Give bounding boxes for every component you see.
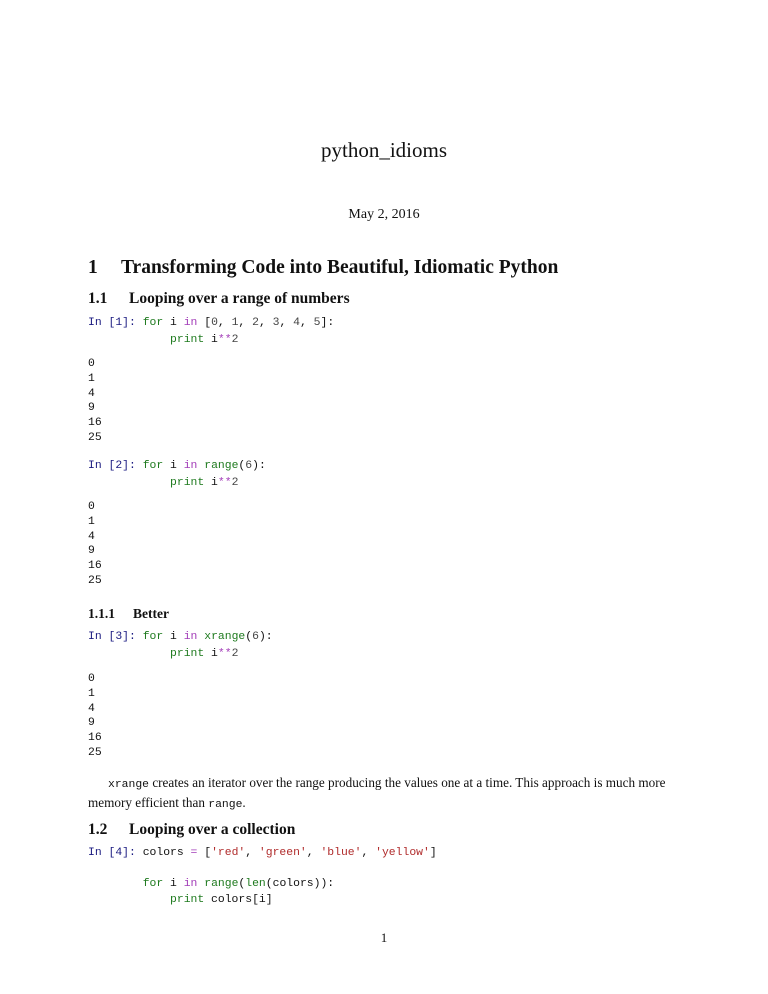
explanation-paragraph <box>88 774 688 814</box>
code-token: for <box>142 317 164 329</box>
code-token: , <box>245 847 259 859</box>
code-token <box>88 878 143 890</box>
code-token: i <box>204 333 218 346</box>
code-token: 2 <box>231 476 239 489</box>
inline-code: xrange <box>108 779 150 791</box>
code-token: ] <box>429 847 437 859</box>
code-line <box>88 877 437 893</box>
code-token: range <box>204 460 239 472</box>
code-line <box>88 646 273 663</box>
code-token <box>88 894 170 906</box>
code-line <box>88 862 437 878</box>
paragraph-text: creates an iterator over the range producing the values one at a time. This approach is much more memory efficient than <box>88 775 666 810</box>
document-title: python_idioms <box>320 138 447 162</box>
code-cell-1 <box>88 315 334 348</box>
code-token: [ <box>197 847 212 859</box>
output-cell-3 <box>88 672 102 761</box>
section-1-heading <box>88 257 558 279</box>
code-token: in <box>183 878 198 890</box>
output-line: 1 <box>88 515 95 528</box>
code-token: ( <box>238 460 246 472</box>
section-title: Transforming Code into Beautiful, Idiomatic Python <box>121 257 559 278</box>
code-token: i <box>163 317 184 329</box>
code-token: , <box>299 317 314 329</box>
code-token: ** <box>217 333 232 346</box>
page-number: 1 <box>380 930 388 945</box>
code-token: ]: <box>320 317 335 329</box>
code-line <box>88 315 334 332</box>
code-token: print <box>170 647 205 660</box>
code-token: 2 <box>231 333 239 346</box>
code-token: 'green' <box>258 847 307 859</box>
code-cell-3 <box>88 629 273 662</box>
output-line: 1 <box>88 372 95 385</box>
code-line <box>88 332 334 349</box>
output-line: 16 <box>88 417 102 430</box>
code-token: 4 <box>293 317 300 329</box>
code-token <box>88 863 95 875</box>
code-token: colors[i] <box>204 893 273 906</box>
code-token: , <box>306 847 321 859</box>
code-token: 'red' <box>211 847 246 859</box>
code-token: 1 <box>231 317 239 329</box>
output-line: 16 <box>88 560 102 573</box>
output-line: 4 <box>88 702 95 715</box>
section-number: 1 <box>88 257 98 278</box>
code-token: ): <box>258 631 273 643</box>
code-token: print <box>170 476 205 489</box>
code-token: for <box>142 878 164 890</box>
inline-code: range <box>208 799 243 811</box>
code-token: 6 <box>245 460 253 472</box>
code-token: , <box>238 317 253 329</box>
output-cell-2 <box>88 500 102 589</box>
code-token: for <box>142 460 164 472</box>
section-1-1-1-heading <box>88 606 169 622</box>
output-line: 25 <box>88 746 102 759</box>
code-token <box>88 477 170 489</box>
output-line: 25 <box>88 431 102 444</box>
section-1-2-heading <box>88 821 295 839</box>
code-line <box>88 629 273 646</box>
code-token: ( <box>245 631 253 643</box>
code-token: 'blue' <box>320 847 362 859</box>
output-line: 25 <box>88 574 102 587</box>
section-number: 1.1.1 <box>88 606 115 621</box>
code-token: in <box>183 631 198 643</box>
code-token: range <box>204 878 239 890</box>
output-line: 4 <box>88 530 95 543</box>
code-token: xrange <box>204 631 246 643</box>
code-token <box>88 334 170 346</box>
output-line: 0 <box>88 358 95 370</box>
output-line: 0 <box>88 501 95 513</box>
code-line <box>88 893 437 909</box>
code-token: len <box>245 878 266 890</box>
code-token: in <box>183 317 198 329</box>
code-token: i <box>163 631 184 643</box>
output-line: 0 <box>88 673 95 685</box>
section-title: Looping over a range of numbers <box>129 290 350 307</box>
output-line: 4 <box>88 387 95 400</box>
code-token: 3 <box>272 317 280 329</box>
code-token: in <box>183 460 198 472</box>
code-token: i <box>204 647 218 660</box>
code-token: print <box>170 893 205 906</box>
output-line: 16 <box>88 732 102 745</box>
output-line: 9 <box>88 717 95 730</box>
code-token: ): <box>252 460 266 472</box>
code-token: 0 <box>211 317 218 329</box>
code-line <box>88 458 266 475</box>
code-token: 6 <box>252 631 259 643</box>
document-date: May 2, 2016 <box>348 207 420 222</box>
input-prompt: In [1]: <box>88 317 143 329</box>
code-line <box>88 475 266 492</box>
section-title: Looping over a collection <box>129 821 296 838</box>
code-token: for <box>142 631 164 643</box>
code-token: 5 <box>313 317 321 329</box>
code-token: = <box>190 847 198 859</box>
section-1-1-heading <box>88 290 350 308</box>
code-token: , <box>258 317 273 329</box>
input-prompt: In [4]: <box>88 847 143 859</box>
output-line: 9 <box>88 402 95 415</box>
output-line: 9 <box>88 545 95 558</box>
code-token: i <box>163 460 184 472</box>
code-token: print <box>170 333 205 346</box>
code-token: i <box>163 878 184 890</box>
code-line <box>88 846 437 862</box>
code-token: i <box>204 476 218 489</box>
code-token: ** <box>217 476 232 489</box>
section-number: 1.2 <box>88 821 108 838</box>
code-token: (colors)): <box>265 878 335 890</box>
code-token: ** <box>217 647 232 660</box>
code-token: , <box>217 317 232 329</box>
code-token: [ <box>197 317 212 329</box>
code-token: 2 <box>231 647 239 660</box>
code-token: ( <box>238 878 246 890</box>
code-token: 2 <box>252 317 259 329</box>
code-cell-2 <box>88 458 266 491</box>
paragraph-text: . <box>242 795 246 810</box>
code-token: 'yellow' <box>375 847 430 859</box>
input-prompt: In [2]: <box>88 460 143 472</box>
output-line: 1 <box>88 687 95 700</box>
section-number: 1.1 <box>88 290 108 307</box>
code-cell-4 <box>88 846 437 908</box>
section-title: Better <box>133 606 169 621</box>
input-prompt: In [3]: <box>88 631 143 643</box>
code-token: colors <box>142 847 191 859</box>
code-token <box>88 648 170 660</box>
output-cell-1 <box>88 357 102 446</box>
code-token: , <box>361 847 376 859</box>
code-token: , <box>279 317 294 329</box>
